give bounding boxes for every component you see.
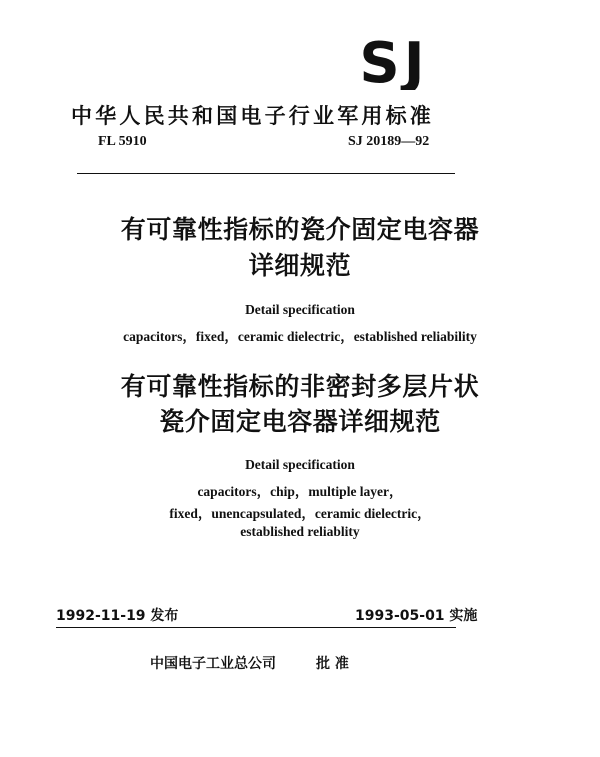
approval-label: 批 准 (316, 656, 349, 672)
standard-number: SJ 20189—92 (348, 134, 430, 149)
spec1-en-line1: Detail specification (245, 302, 355, 317)
classification-code: FL 5910 (98, 134, 147, 149)
spec2-title-line2: 瓷介固定电容器详细规范 (159, 407, 441, 436)
spec2-en-line4: established reliablity (240, 524, 360, 539)
footer-divider (56, 627, 456, 628)
logo-text: SJ (359, 34, 429, 90)
spec2-title-line1: 有可靠性指标的非密封多层片状 (120, 372, 480, 401)
organization-name: 中华人民共和国电子行业军用标准 (71, 104, 434, 128)
effective-date: 1993-05-01 实施 (355, 608, 478, 624)
spec1-title-line1: 有可靠性指标的瓷介固定电容器 (120, 215, 480, 244)
header-divider (77, 173, 455, 174)
spec2-en-line2: capacitors，chip，multiple layer， (197, 484, 403, 499)
publish-date: 1992-11-19 发布 (56, 608, 179, 624)
spec2-en-line3: fixed，unencapsulated，ceramic dielectric， (169, 506, 431, 521)
issuing-authority: 中国电子工业总公司 (150, 656, 276, 672)
spec1-en-line2: capacitors，fixed，ceramic dielectric，established reliability (123, 329, 477, 344)
sj-logo (344, 34, 444, 90)
spec2-en-line1: Detail specification (245, 457, 355, 472)
spec1-title-line2: 详细规范 (248, 251, 352, 280)
